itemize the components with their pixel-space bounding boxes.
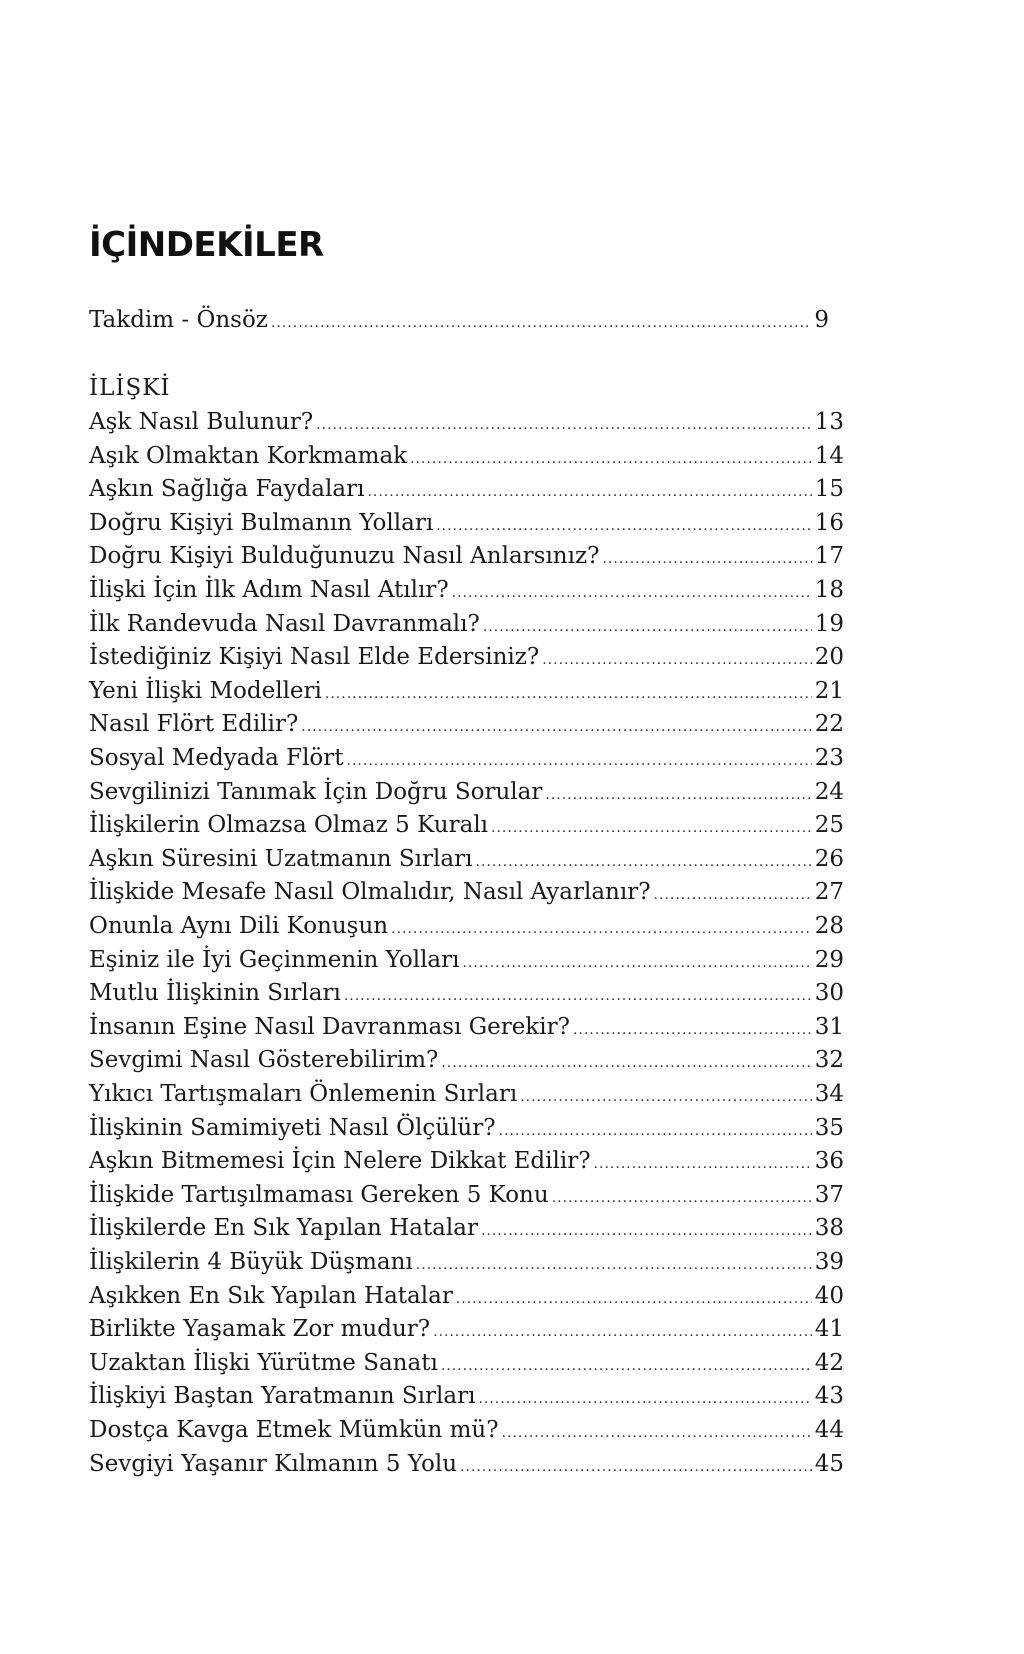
toc-entry-title: İnsanın Eşine Nasıl Davranması Gerekir? [89,1013,570,1040]
toc-entry [89,1314,844,1344]
toc-entry-title: Onunla Aynı Dili Konuşun [89,913,389,939]
dot-leader [456,1284,812,1314]
toc-entry-page: 13 [814,409,844,435]
toc-entry-page: 43 [814,1383,844,1410]
toc-entry-title: İlk Randevuda Nasıl Davranmalı? [89,610,480,637]
toc-entry-title: İlişkide Tartışılmaması Gereken 5 Konu [89,1181,549,1208]
dot-leader [483,612,812,642]
toc-entry-page: 18 [814,577,844,603]
section-title: İLİŞKİ [89,375,171,401]
toc-entry-title: İlişkiyi Baştan Yaratmanın Sırları [89,1383,476,1410]
toc-entry [89,945,844,975]
toc-entry-page: 26 [814,845,844,872]
dot-leader [316,410,812,440]
toc-entry-page: 17 [814,543,844,570]
dot-leader [325,679,812,709]
dot-leader [602,544,811,574]
toc-entry-title: Yıkıcı Tartışmaları Önlemenin Sırları [89,1081,518,1107]
dot-leader [502,1418,812,1448]
dot-leader [416,1250,812,1280]
dot-leader [545,780,811,810]
toc-entry-title: İlişkide Mesafe Nasıl Olmalıdır, Nasıl Ayarlanır? [89,879,651,906]
toc-entry-page: 24 [814,778,844,805]
dot-leader [499,1116,812,1146]
toc-entry-page: 30 [814,980,844,1007]
toc-entry-page: 35 [814,1114,844,1141]
toc-entry-page: 20 [814,644,844,671]
dot-leader [460,1452,812,1482]
toc-entry-title: Aşkın Süresini Uzatmanın Sırları [89,845,473,872]
toc-entry-title: Aşkın Sağlığa Faydaları [89,476,365,503]
toc-entry-page: 16 [814,509,844,536]
toc-entry-page: 32 [814,1047,844,1074]
toc-entry-page: 19 [814,610,844,637]
dot-leader [347,746,812,776]
toc-entry-page: 28 [814,913,844,939]
toc-entry-title: İlişkilerin Olmazsa Olmaz 5 Kuralı [89,812,489,839]
toc-entry-page: 23 [814,745,844,771]
toc-entry-page: 34 [814,1081,844,1107]
dot-leader [391,914,812,944]
dot-leader [301,712,811,742]
toc-entry-title: İstediğiniz Kişiyi Nasıl Elde Edersiniz? [89,644,540,671]
toc-entry [89,810,844,840]
toc-entry-title: Uzaktan İlişki Yürütme Sanatı [89,1349,438,1376]
toc-entry-page: 25 [814,812,844,839]
toc-entry [89,911,844,941]
dot-leader [452,578,812,608]
toc-entry [89,877,844,907]
dot-leader [594,1149,812,1179]
toc-entry-title: Takdim - Önsöz [89,307,268,333]
dot-leader [367,477,811,507]
toc-entry-title: Sevgiyi Yaşanır Kılmanın 5 Yolu [89,1450,458,1477]
toc-entry [89,609,844,639]
toc-entry-page: 39 [814,1249,844,1275]
toc-entry [89,1146,844,1176]
toc-entry [89,575,844,605]
dot-leader [441,1351,812,1381]
dot-leader [436,511,812,541]
toc-entry-page: 42 [814,1349,844,1376]
toc-entry [89,709,844,739]
toc-entry [89,1079,844,1109]
toc-entry [89,541,844,571]
toc-entry-title: İlişkilerde En Sık Yapılan Hatalar [89,1215,478,1242]
toc-entry-title: İlişki İçin İlk Adım Nasıl Atılır? [89,577,449,603]
dot-leader [344,981,812,1011]
dot-leader [491,813,812,843]
toc-entry [89,1113,844,1143]
toc-entry-page: 37 [814,1181,844,1208]
toc-entry-title: Sevgimi Nasıl Gösterebilirim? [89,1047,439,1074]
toc-entry [89,1415,844,1445]
toc-entry-title: Sevgilinizi Tanımak İçin Doğru Sorular [89,778,543,805]
toc-entry-title: Nasıl Flört Edilir? [89,711,299,738]
toc-entry-page: 27 [814,879,844,906]
toc-entry-title: İlişkinin Samimiyeti Nasıl Ölçülür? [89,1114,496,1141]
toc-entry [89,1012,844,1042]
dot-leader [475,847,811,877]
toc-entry [89,1045,844,1075]
toc-entry [89,642,844,672]
toc-entry [89,1180,844,1210]
toc-entry [89,1247,844,1277]
toc-entry [89,1348,844,1378]
toc-entry [89,1381,844,1411]
toc-entry-title: Yeni İlişki Modelleri [89,677,322,704]
toc-entry-page: 22 [814,711,844,738]
toc-entry-title: Aşkın Bitmemesi İçin Nelere Dikkat Edilir? [89,1148,591,1175]
toc-entry-page: 21 [814,677,844,704]
dot-leader [410,444,812,474]
toc-entry [89,474,844,504]
toc-entry [89,508,844,538]
dot-leader [552,1183,812,1213]
toc-entry-title: Dostça Kavga Etmek Mümkün mü? [89,1417,499,1443]
toc-entry-title: İlişkilerin 4 Büyük Düşmanı [89,1249,413,1275]
toc-entry [89,1213,844,1243]
dot-leader [478,1384,811,1414]
toc-entry [89,676,844,706]
dot-leader [462,948,811,978]
toc-entry-page: 29 [814,946,844,973]
toc-entry [89,441,844,471]
toc-entry-page: 14 [814,442,844,469]
dot-leader [520,1082,812,1112]
dot-leader [271,308,811,338]
dot-leader [542,645,812,675]
toc-entry-page: 45 [814,1450,844,1477]
toc-entry-title: Eşiniz ile İyi Geçinmenin Yolları [89,946,460,973]
toc-entry-preface [89,305,829,335]
toc-entry-title: Sosyal Medyada Flört [89,745,344,771]
toc-entry [89,1449,844,1479]
dot-leader [433,1317,812,1347]
toc-entry-page: 38 [814,1215,844,1242]
toc-entry [89,407,844,437]
toc-entry-page: 41 [814,1316,844,1343]
toc-entry [89,978,844,1008]
toc-entry-page: 15 [814,476,844,503]
toc-entry [89,743,844,773]
dot-leader [654,880,812,910]
toc-entry-page: 31 [814,1013,844,1040]
toc-entry-page: 44 [814,1417,844,1443]
toc-entry-title: Mutlu İlişkinin Sırları [89,980,341,1007]
toc-entry [89,777,844,807]
toc-entry-page: 40 [814,1282,844,1309]
toc-entry-title: Doğru Kişiyi Bulmanın Yolları [89,509,434,536]
toc-entry-title: Doğru Kişiyi Bulduğunuzu Nasıl Anlarsınız? [89,543,600,570]
page-title: İÇİNDEKİLER [89,225,324,265]
dot-leader [481,1216,812,1246]
dot-leader [573,1015,812,1045]
toc-entry [89,844,844,874]
toc-entry-page: 9 [814,307,829,333]
toc-entry-title: Birlikte Yaşamak Zor mudur? [89,1316,431,1343]
toc-entry [89,1281,844,1311]
toc-entry-page: 36 [814,1148,844,1175]
toc-entry-title: Aşık Olmaktan Korkmamak [89,442,408,469]
toc-entry-title: Aşk Nasıl Bulunur? [89,409,314,435]
dot-leader [441,1048,811,1078]
toc-entry-title: Aşıkken En Sık Yapılan Hatalar [89,1282,453,1309]
